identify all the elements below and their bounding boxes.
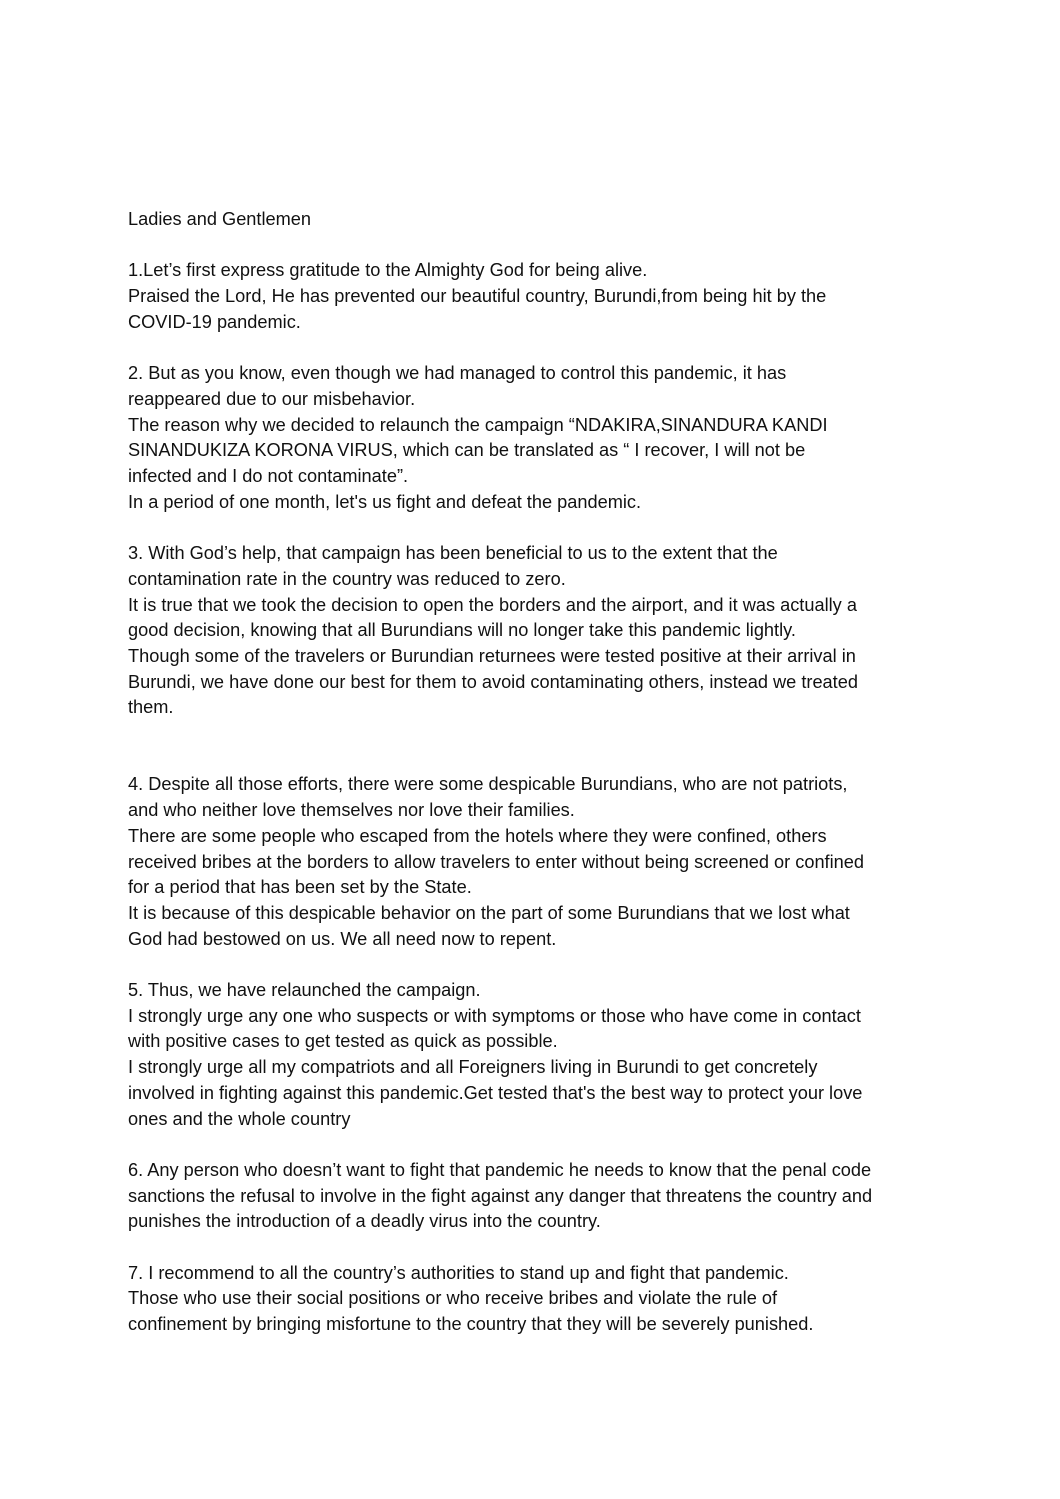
paragraph-5 <box>128 978 943 1132</box>
text-line: 3. With God’s help, that campaign has been beneficial to us to the extent that the <box>128 543 778 564</box>
text-line: good decision, knowing that all Burundians will no longer take this pandemic lightly. <box>128 620 796 641</box>
text-line: Those who use their social positions or who receive bribes and violate the rule of <box>128 1288 778 1309</box>
text-line: It is true that we took the decision to open the borders and the airport, and it was actually a <box>128 594 857 615</box>
text-line: God had bestowed on us. We all need now to repent. <box>128 928 557 949</box>
text-line: for a period that has been set by the State. <box>128 877 472 898</box>
text-line: SINANDUKIZA KORONA VIRUS, which can be translated as “ I recover, I will not be <box>128 440 806 461</box>
text-line: received bribes at the borders to allow travelers to enter without being screened or confined <box>128 851 864 872</box>
text-line: Though some of the travelers or Burundian returnees were tested positive at their arrival in <box>128 645 856 666</box>
text-line: 2. But as you know, even though we had managed to control this pandemic, it has <box>128 363 787 384</box>
paragraph-3 <box>128 541 943 721</box>
text-line: 4. Despite all those efforts, there were some despicable Burundians, who are not patriots, <box>128 774 848 795</box>
text-line: 6. Any person who doesn’t want to fight that pandemic he needs to know that the penal code <box>128 1159 872 1180</box>
text-line: In a period of one month, let's us fight and defeat the pandemic. <box>128 491 642 512</box>
text-line: 7. I recommend to all the country’s authorities to stand up and fight that pandemic. <box>128 1262 789 1283</box>
document-body <box>128 207 943 1338</box>
salutation: Ladies and Gentlemen <box>128 209 312 229</box>
text-line: punishes the introduction of a deadly virus into the country. <box>128 1211 601 1232</box>
text-line: infected and I do not contaminate”. <box>128 466 409 486</box>
text-line: and who neither love themselves nor love their families. <box>128 800 575 821</box>
text-line: 1.Let’s first express gratitude to the Almighty God for being alive. <box>128 260 648 281</box>
text-line: Burundi, we have done our best for them to avoid contaminating others, instead we treated <box>128 671 858 692</box>
text-line: I strongly urge all my compatriots and all Foreigners living in Burundi to get concretely <box>128 1057 818 1078</box>
text-line: reappeared due to our misbehavior. <box>128 388 416 409</box>
text-line: involved in fighting against this pandemic.Get tested that's the best way to protect your love <box>128 1082 863 1103</box>
paragraph-4 <box>128 772 943 952</box>
paragraph-6 <box>128 1158 943 1235</box>
text-line: There are some people who escaped from the hotels where they were confined, others <box>128 825 827 846</box>
text-line: It is because of this despicable behavior on the part of some Burundians that we lost what <box>128 902 850 923</box>
text-line: Praised the Lord, He has prevented our beautiful country, Burundi,from being hit by the <box>128 286 827 307</box>
text-line: sanctions the refusal to involve in the fight against any danger that threatens the country and <box>128 1185 873 1206</box>
text-line: ones and the whole country <box>128 1108 351 1129</box>
text-line: The reason why we decided to relaunch the campaign “NDAKIRA,SINANDURA KANDI <box>128 414 828 435</box>
text-line: them. <box>128 697 174 718</box>
text-line: COVID-19 pandemic. <box>128 311 301 332</box>
paragraph-7 <box>128 1261 943 1338</box>
text-line: contamination rate in the country was reduced to zero. <box>128 568 566 589</box>
text-line: I strongly urge any one who suspects or with symptoms or those who have come in contact <box>128 1005 861 1026</box>
text-line: 5. Thus, we have relaunched the campaign. <box>128 980 481 1001</box>
paragraph-2 <box>128 361 943 515</box>
text-line: with positive cases to get tested as quick as possible. <box>128 1031 558 1052</box>
text-line: confinement by bringing misfortune to the country that they will be severely punished. <box>128 1314 814 1335</box>
paragraph-1 <box>128 258 943 335</box>
